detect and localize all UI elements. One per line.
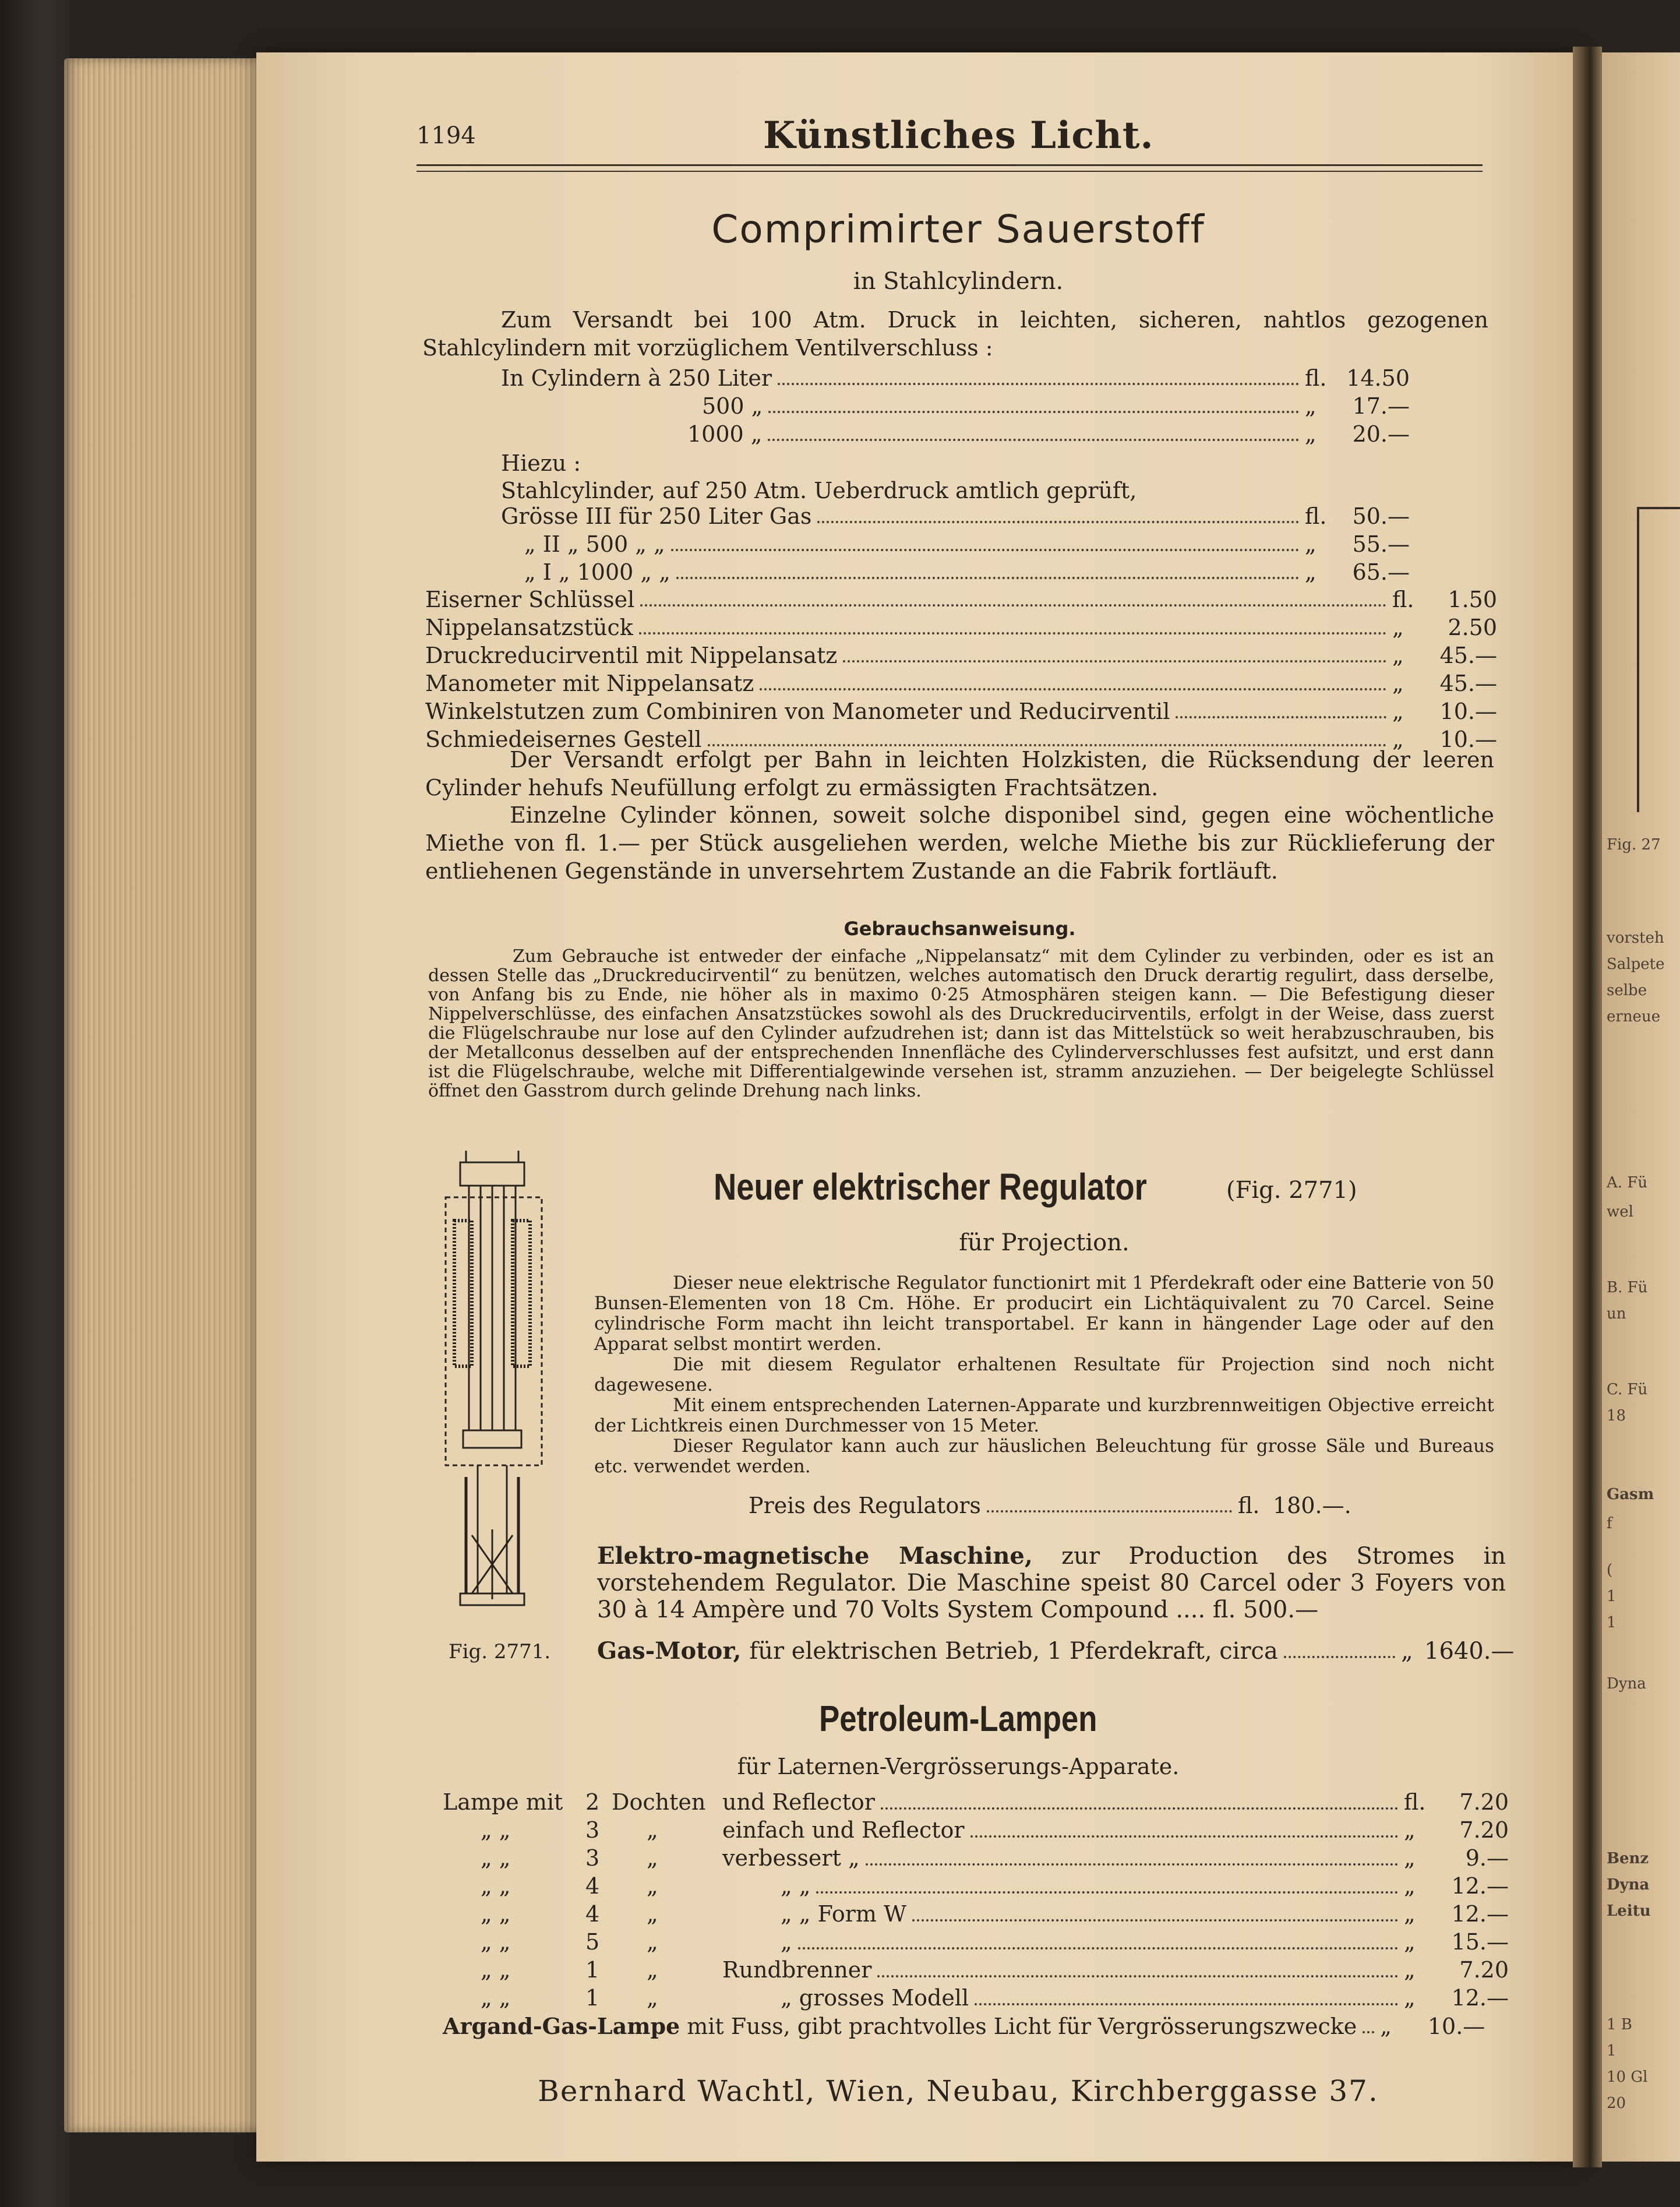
next-page-text: Dyna [1607,1876,1650,1894]
price-row [749,1492,1360,1519]
argand-text: mit Fuss, gibt prachtvolles Licht für Vergrösserungszwecke [687,2014,1357,2039]
lamp-col-a: Lampe mit [443,1789,563,1815]
lamp-col-c: Rundbrenner [722,1957,872,1983]
lamp-col-c: verbessert „ [722,1845,860,1871]
price-value: 50.— [1352,503,1410,529]
lamp-col-a: „ „ [481,1817,511,1843]
regulator-subtitle: für Projection. [959,1229,1130,1256]
lamp-col-c: einfach und Reflector [722,1817,965,1843]
price-value: 10.— [1427,2014,1485,2039]
lamp-col-b: „ [647,1901,658,1927]
currency: „ [1401,1638,1413,1665]
leader-dots [639,626,1386,634]
price-value: 1.50 [1448,587,1497,612]
lamp-col-n: 3 [585,1817,600,1843]
next-page-text: vorsteh [1607,929,1664,947]
next-page-text: 1 [1607,2042,1617,2060]
lamp-row [443,1873,1509,1901]
currency: „ [1404,1985,1416,2011]
leader-dots [671,543,1299,551]
currency: „ [1404,1957,1416,1983]
lamp-col-b: „ [647,1957,658,1983]
next-page-text: Dyna [1607,1675,1646,1693]
leader-dots [975,1997,1398,2005]
next-page-figure [1637,507,1680,812]
lamp-col-n: 2 [585,1789,600,1815]
lamp-col-a: „ „ [481,1845,511,1871]
lamp-col-a: „ „ [481,1957,511,1983]
book-cover [0,0,70,2207]
price-label: Grösse III für 250 Liter Gas [501,503,812,529]
lamp-col-a: „ „ [481,1985,511,2011]
price-label: Nippelansatzstück [425,615,633,640]
cylinder-price-list [501,364,1410,448]
leader-dots [877,1969,1398,1977]
price-value: 10.— [1439,727,1497,752]
regulator-paragraph: Die mit diesem Regulator erhaltenen Resultate für Projection sind noch nicht dagewesene. [594,1354,1494,1395]
currency: „ [1392,727,1404,752]
oxygen-intro: Zum Versandt bei 100 Atm. Druck in leichten, sicheren, nahtlos gezogenen Stahlcylindern mit vorzüglichem Ventilverschluss : [422,307,1488,361]
price-value: 2.50 [1448,615,1497,640]
currency: fl. [1305,365,1327,391]
oxygen-rental-paragraph: Einzelne Cylinder können, soweit solche disponibel sind, gegen eine wöchentliche Miethe von fl. 1.— per Stück ausgeliehen werden, welche Miethe bis zur Rücklieferung der entliehenen Gegenstände in unversehrtem Zustande an die Fabrik fortläuft. [425,802,1494,884]
price-label: „ I „ 1000 „ „ [524,559,670,585]
leader-dots [866,1857,1398,1866]
header-rule [417,164,1483,166]
leader-dots [778,377,1299,385]
hiezu-label: Hiezu : [501,450,581,476]
next-page-text: Salpete [1607,956,1665,973]
price-value: 10.— [1439,699,1497,724]
price-value: 45.— [1439,643,1497,668]
leader-dots [816,1885,1398,1894]
price-value: 1640.— [1424,1638,1515,1665]
price-row [425,586,1497,614]
leader-dots [768,433,1299,441]
price-value: 20.— [1352,421,1410,447]
price-label: 1000 „ [687,421,763,447]
lamps-title: Petroleum-Lampen [819,1699,1097,1739]
leader-dots [987,1504,1232,1513]
price-row [425,641,1497,669]
machine-text: zur Production des Stromes in vorstehendem Regulator. Die Maschine speist 80 Carcel oder 3 Foyers von 30 à 14 Ampère und 70 Volts System Compound [597,1543,1506,1623]
price-label: Winkelstutzen zum Combiniren von Manometer und Reducirventil [425,699,1170,724]
lamp-col-n: 1 [585,1957,600,1983]
price-label: In Cylindern à 250 Liter [501,365,772,391]
currency: „ [1404,1929,1416,1955]
price-value: 45.— [1439,671,1497,696]
price-label: Eiserner Schlüssel [425,587,635,612]
running-head: Künstliches Licht. [763,114,1154,157]
price-value: 9.— [1465,1845,1509,1871]
lamp-col-b: „ [647,1845,658,1871]
usage-heading: Gebrauchsanweisung. [843,918,1076,940]
lamp-row [443,2012,1509,2040]
currency: „ [1404,1845,1416,1871]
argand-name: Argand-Gas-Lampe [443,2013,680,2039]
currency: „ [1392,615,1404,640]
machine-entry [597,1543,1506,1623]
regulator-figure [443,1151,548,1617]
page-edges [64,58,280,2132]
price-value: 180.—. [1273,1493,1351,1518]
price-value: 14.50 [1346,365,1410,391]
leader-dots: .... [1176,1596,1206,1623]
price-value: 12.— [1451,1901,1509,1927]
lamp-row [443,1984,1509,2012]
leader-dots [843,654,1386,662]
price-value: 500.— [1243,1596,1319,1623]
price-row [501,420,1410,448]
currency: „ [1380,2014,1392,2039]
next-page-text: erneue [1607,1008,1661,1025]
regulator-paragraph: Dieser Regulator kann auch zur häuslichen Beleuchtung für grosse Säle und Bureaus etc. verwendet werden. [594,1436,1494,1477]
lamps-price-list [443,1789,1509,2040]
lamp-col-b: „ [647,1929,658,1955]
regulator-description [594,1273,1494,1477]
price-value: 12.— [1451,1985,1509,2011]
lamp-col-a: „ „ [481,1901,511,1927]
figure-caption: Fig. 2771. [449,1640,551,1663]
lamp-col-c: „ grosses Modell [781,1985,969,2011]
book-gutter [1573,47,1602,2167]
leader-dots [798,1941,1398,1949]
lamp-row [443,1817,1509,1845]
next-page-text: 18 [1607,1407,1626,1425]
leader-dots [768,405,1299,413]
motor-text: für elektrischen Betrieb, 1 Pferdekraft, circa [749,1638,1278,1665]
price-value: 7.20 [1459,1957,1509,1983]
lamp-col-c: „ [781,1929,792,1955]
oxygen-shipping-paragraph: Der Versandt erfolgt per Bahn in leichten Holzkisten, die Rücksendung der leeren Cylinder hehufs Neufüllung erfolgt zu ermässigten Frachtsätzen. [425,747,1494,801]
currency: fl. [1392,587,1414,612]
price-row [425,697,1497,725]
next-page-text: Fig. 27 [1607,836,1661,854]
price-value: 15.— [1451,1929,1509,1955]
price-value: 17.— [1352,393,1410,419]
next-page-text: Benz [1607,1850,1649,1867]
next-page-text: 20 [1607,2095,1626,2112]
lamp-col-n: 4 [585,1873,600,1899]
lamp-col-n: 1 [585,1985,600,2011]
leader-dots [1363,2025,1374,2033]
lamp-col-b: „ [647,1817,658,1843]
lamp-col-b: „ [647,1985,658,2011]
currency: „ [1305,421,1317,447]
lamp-col-a: „ „ [481,1929,511,1955]
lamp-row [443,1956,1509,1984]
publisher-footer: Bernhard Wachtl, Wien, Neubau, Kirchberggasse 37. [538,2074,1379,2108]
price-label: Druckreducirventil mit Nippelansatz [425,643,838,668]
next-page-text: B. Fü [1607,1279,1648,1296]
currency: fl. [1305,503,1327,529]
lamp-col-a: „ „ [481,1873,511,1899]
page-number: 1194 [417,122,476,149]
next-page-text: ( [1607,1561,1613,1579]
oxygen-title: Comprimirter Sauerstoff [711,207,1205,252]
currency: fl. [1212,1596,1236,1623]
leader-dots [708,738,1386,746]
price-row [501,530,1410,558]
regulator-title: Neuer elektrischer Regulator [714,1166,1147,1208]
lamp-col-c: „ „ Form W [781,1901,907,1927]
header-rule [417,171,1483,172]
lamp-col-c: und Reflector [722,1789,875,1815]
price-label: „ II „ 500 „ „ [524,531,665,557]
currency: „ [1404,1901,1416,1927]
regulator-illustration [443,1151,548,1617]
lamp-col-n: 3 [585,1845,600,1871]
price-value: 7.20 [1459,1817,1509,1843]
leader-dots [1176,710,1386,718]
next-page-text: f [1607,1515,1612,1532]
currency: „ [1392,643,1404,668]
lamps-title-wrap [422,1698,1494,1740]
leader-dots [881,1801,1398,1810]
price-row [501,502,1410,530]
lamp-col-b: „ [647,1873,658,1899]
next-page-text: C. Fü [1607,1381,1648,1398]
leader-dots [760,682,1386,690]
leader-dots [676,571,1299,579]
price-label: Manometer mit Nippelansatz [425,671,754,696]
price-row [425,669,1497,697]
lamp-col-b: Dochten [612,1789,706,1815]
leader-dots [912,1913,1398,1922]
price-value: 7.20 [1459,1789,1509,1815]
price-row [501,364,1410,392]
next-page-fragment [1602,52,1680,2162]
next-page-text: selbe [1607,982,1647,999]
next-page-text: un [1607,1305,1626,1323]
price-label: Schmiedeisernes Gestell [425,727,702,752]
oxygen-subtitle: in Stahlcylindern. [853,268,1064,295]
lamp-row [443,1789,1509,1817]
accessory-price-list [425,586,1497,753]
currency: „ [1305,559,1317,585]
regulator-paragraph: Dieser neue elektrische Regulator functionirt mit 1 Pferdekraft oder eine Batterie von 50 Bunsen-Elementen von 18 Cm. Höhe. Er producirt ein Lichtäquivalent zu 70 Carcel. Seine cylindrische Form macht ihn leicht transportabel. Er kann in hängender Lage oder auf den Apparat selbst montirt werden. [594,1272,1494,1355]
price-value: 12.— [1451,1873,1509,1899]
leader-dots [1284,1650,1395,1658]
next-page-text: 10 Gl [1607,2068,1648,2086]
motor-entry [597,1637,1515,1665]
next-page-text: wel [1607,1203,1633,1221]
next-page-text: 1 B [1607,2016,1632,2033]
next-page-text: 1 [1607,1614,1617,1631]
lamp-row [443,1845,1509,1873]
machine-name: Elektro-magnetische Maschine, [597,1542,1033,1570]
usage-text: Zum Gebrauche ist entweder der einfache „Nippelansatz“ mit dem Cylinder zu verbinden, oder es ist an dessen Stelle das „Druckreducirventil“ zu benützen, welches automatisch den Druck derartig regulirt, dass derselbe, von Anfang bis zu Ende, nie höher als in maximo 0·25 Atmosphären steigen kann. — Die Befestigung dieser Nippelverschlüsse, des einfachen Ansatzstückes sowohl als des Druckreducirventils, erfolgt in der Weise, dass zuerst die Flügelschraube nur lose auf den Cylinder aufzudrehen ist; dann ist das Mittelstück so weit herabzuschrauben, bis der Metallconus desselben auf der entsprechenden Innenfläche des Cylinderverschlusses fest aufsitzt, und erst dann ist die Flügelschraube, welche mit Differentialgewinde versehen ist, stramm anzuziehen. — Der beigelegte Schlüssel öffnet den Gasstrom durch gelinde Drehung nach links. [428,946,1494,1101]
next-page-text: A. Fü [1607,1174,1648,1191]
lamp-row [443,1929,1509,1956]
next-page-text: Leitu [1607,1902,1651,1920]
lamp-col-n: 5 [585,1929,600,1955]
currency: „ [1305,531,1317,557]
price-row [501,558,1410,586]
price-row [501,392,1410,420]
price-label: 500 „ [702,393,763,419]
currency: fl. [1404,1789,1426,1815]
motor-name: Gas-Motor, [597,1637,742,1665]
size-price-list [501,502,1410,586]
leader-dots [970,1829,1398,1838]
lamps-subtitle: für Laternen-Vergrösserungs-Apparate. [737,1754,1180,1779]
hiezu-line: Stahlcylinder, auf 250 Atm. Ueberdruck amtlich geprüft, [501,478,1137,503]
next-page-text: 1 [1607,1588,1617,1605]
price-label: Preis des Regulators [749,1493,981,1518]
currency: „ [1392,671,1404,696]
price-value: 55.— [1352,531,1410,557]
lamp-col-n: 4 [585,1901,600,1927]
price-row [597,1637,1515,1665]
lamp-col-c: „ „ [781,1873,811,1899]
leader-dots [817,515,1299,523]
regulator-paragraph: Mit einem entsprechenden Laternen-Apparate und kurzbrennweitigen Objective erreicht der Lichtkreis einen Durchmesser von 15 Meter. [594,1395,1494,1436]
next-page-text: Gasm [1607,1486,1654,1503]
currency: „ [1392,699,1404,724]
currency: „ [1404,1817,1416,1843]
currency: „ [1305,393,1317,419]
price-row [425,614,1497,641]
regulator-fig-ref: (Fig. 2771) [1226,1177,1357,1204]
currency: „ [1404,1873,1416,1899]
price-value: 65.— [1352,559,1410,585]
regulator-title-line [714,1165,1223,1209]
currency: fl. [1238,1493,1260,1518]
regulator-price [749,1492,1360,1519]
leader-dots [640,598,1386,607]
lamp-row [443,1901,1509,1929]
